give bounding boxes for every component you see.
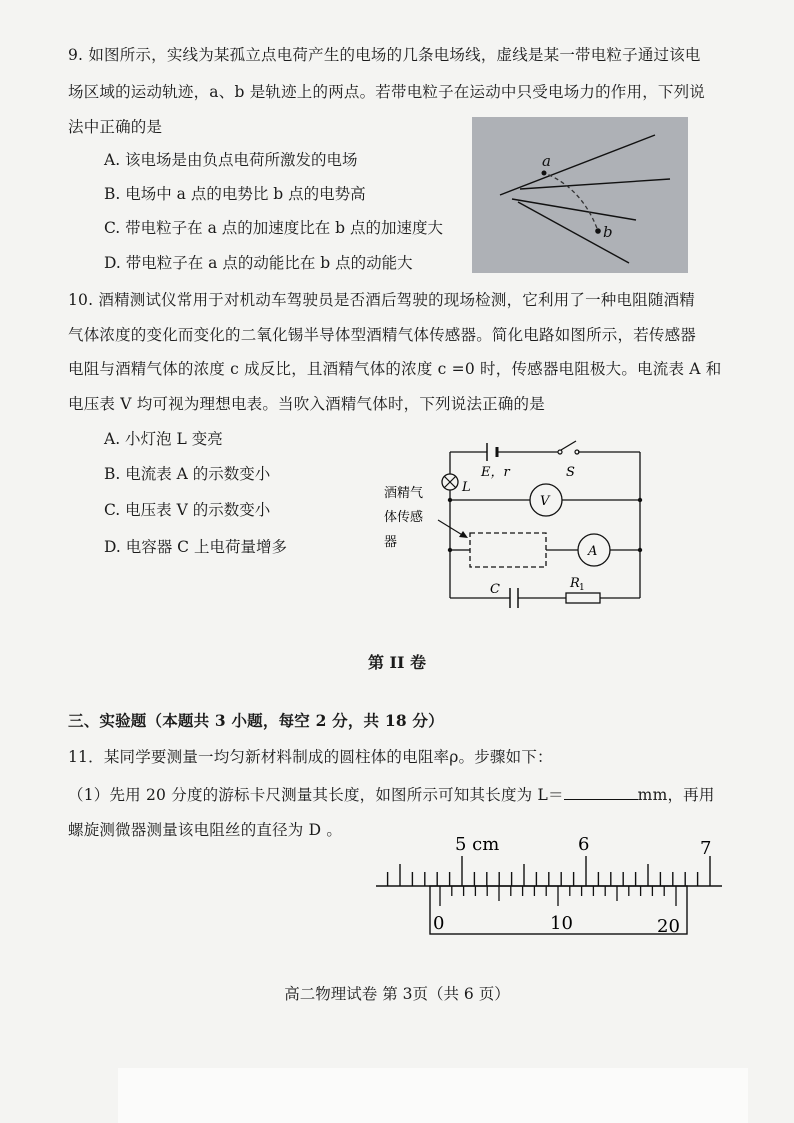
field-line-2 bbox=[520, 179, 670, 189]
q11-part1-line-1 bbox=[68, 784, 715, 806]
q9-option-b: B. 电场中 a 点的电势比 b 点的电势高 bbox=[104, 185, 366, 203]
point-a bbox=[542, 171, 547, 176]
q10-stem-line-2: 气体浓度的变化而变化的二氧化锡半导体型酒精气体传感器。简化电路如图所示，若传感器 bbox=[68, 326, 697, 344]
resistor-label: R bbox=[570, 576, 580, 591]
field-line-1 bbox=[500, 135, 655, 195]
sensor-label-line-2: 体传感 bbox=[384, 510, 424, 525]
resistor-subscript: 1 bbox=[579, 583, 585, 593]
sensor-box bbox=[470, 533, 546, 567]
q10-option-c: C. 电压表 V 的示数变小 bbox=[104, 501, 271, 519]
q10-option-b: B. 电流表 A 的示数变小 bbox=[104, 465, 271, 483]
particle-trajectory bbox=[542, 172, 598, 231]
junction-dot bbox=[448, 548, 452, 552]
q11-part1-line-2: 螺旋测微器测量该电阻丝的直径为 D 。 bbox=[68, 821, 343, 839]
switch-label: S bbox=[566, 465, 575, 480]
q11-stem: 11．某同学要测量一均匀新材料制成的圆柱体的电阻率ρ。步骤如下： bbox=[68, 748, 553, 766]
q9-option-c: C. 带电粒子在 a 点的加速度比在 b 点的加速度大 bbox=[104, 219, 444, 237]
main-scale-ticks bbox=[388, 856, 710, 886]
section3-heading: 三、实验题（本题共 3 小题，每空 2 分，共 18 分） bbox=[68, 711, 444, 730]
junction-dot bbox=[638, 498, 642, 502]
vernier-label-20: 20 bbox=[657, 916, 680, 937]
q9-stem-line-2: 场区域的运动轨迹，a、b 是轨迹上的两点。若带电粒子在运动中只受电场力的作用，下列说 bbox=[68, 83, 705, 101]
battery-symbol bbox=[487, 443, 497, 461]
q10-stem-line-4: 电压表 V 均可视为理想电表。当吹入酒精气体时，下列说法正确的是 bbox=[68, 395, 545, 413]
label-b: b bbox=[603, 223, 613, 241]
battery-label: E，r bbox=[481, 465, 510, 480]
sensor-label-line-3: 器 bbox=[384, 535, 398, 550]
vernier-label-10: 10 bbox=[550, 913, 573, 934]
main-label-6: 6 bbox=[578, 834, 590, 855]
junction-dot bbox=[448, 498, 452, 502]
point-b bbox=[595, 228, 601, 234]
voltmeter-label: V bbox=[540, 494, 550, 509]
q11-part1-text: （1）先用 20 分度的游标卡尺测量其长度，如图所示可知其长度为 L＝ bbox=[68, 786, 564, 804]
vernier-scale-ticks bbox=[440, 886, 676, 906]
junction-dot bbox=[638, 548, 642, 552]
lamp-symbol bbox=[442, 474, 458, 490]
answer-blank bbox=[564, 784, 638, 800]
section-title: 第 II 卷 bbox=[367, 653, 427, 672]
ammeter-label: A bbox=[588, 544, 598, 559]
q11-part1-unit: mm，再用 bbox=[637, 786, 715, 804]
arrow-head bbox=[459, 531, 468, 538]
q9-option-a: A. 该电场是由负点电荷所激发的电场 bbox=[104, 151, 358, 169]
q10-option-a: A. 小灯泡 L 变亮 bbox=[104, 430, 223, 448]
circuit-diagram bbox=[380, 438, 650, 613]
vernier-caliper bbox=[370, 826, 730, 944]
capacitor-label: C bbox=[490, 582, 500, 597]
sensor-label-line-1: 酒精气 bbox=[384, 486, 424, 501]
q10-option-d: D. 电容器 C 上电荷量增多 bbox=[104, 538, 287, 556]
field-lines-diagram bbox=[472, 117, 688, 273]
sensor-arrow bbox=[438, 520, 464, 536]
capacitor-symbol bbox=[510, 588, 518, 608]
electric-field-figure bbox=[472, 117, 688, 273]
main-label-5cm: 5 cm bbox=[455, 834, 500, 855]
main-label-7: 7 bbox=[700, 838, 712, 859]
label-a: a bbox=[542, 152, 551, 170]
q10-stem-line-3: 电阻与酒精气体的浓度 c 成反比，且酒精气体的浓度 c =0 时，传感器电阻极大。电流表 A 和 bbox=[68, 360, 722, 378]
q9-option-d: D. 带电粒子在 a 点的动能比在 b 点的动能大 bbox=[104, 254, 413, 272]
lamp-label: L bbox=[462, 480, 471, 495]
q9-stem-line-3: 法中正确的是 bbox=[68, 118, 163, 136]
switch-symbol bbox=[558, 441, 579, 454]
resistor-symbol bbox=[566, 593, 600, 603]
page-footer: 高二物理试卷 第 3页（共 6 页） bbox=[284, 985, 510, 1003]
vernier-label-0: 0 bbox=[433, 913, 445, 934]
scan-margin bbox=[118, 1068, 748, 1123]
q10-stem-line-1: 10. 酒精测试仪常用于对机动车驾驶员是否酒后驾驶的现场检测，它利用了一种电阻随酒精 bbox=[68, 291, 695, 309]
q9-stem-line-1: 9. 如图所示，实线为某孤立点电荷产生的电场的几条电场线，虚线是某一带电粒子通过该电 bbox=[68, 46, 701, 64]
